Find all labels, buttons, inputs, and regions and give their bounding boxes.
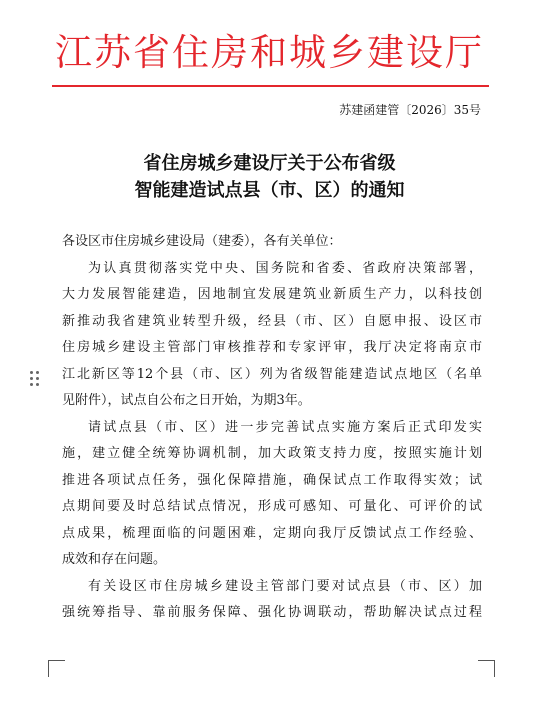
paragraph-line: 为认真贯彻落实党中央、国务院和省委、省政府决策部署，: [88, 260, 482, 276]
paragraph-line: 有关设区市住房城乡建设主管部门要对试点县（市、区）加: [88, 578, 482, 594]
paragraph-line: 点成果，梳理面临的问题困难，定期向我厅反馈试点工作经验、: [62, 525, 482, 541]
red-divider-rule: [52, 85, 489, 87]
paragraph-line: 请试点县（市、区）进一步完善试点实施方案后正式印发实: [88, 419, 482, 435]
paragraph-line: 成效和存在问题。: [62, 552, 167, 567]
paragraph-1: [62, 256, 482, 415]
page-corner-mark-right: [478, 660, 495, 677]
paragraph-line: 推进各项试点任务，强化保障措施，确保试点工作取得实效；试: [62, 472, 482, 488]
paragraph-line: 强统筹指导、靠前服务保障、强化协调联动，帮助解决试点过程: [62, 605, 482, 620]
paragraph-3: [62, 574, 482, 627]
page-corner-mark-left: [48, 660, 65, 677]
paragraph-2: [62, 415, 482, 574]
paragraph-line: 江北新区等12个县（市、区）列为省级智能建造试点地区（名单: [62, 366, 482, 382]
paragraph-line: 大力发展智能建造，因地制宜发展建筑业新质生产力，以科技创: [62, 287, 482, 302]
paragraph-line: 见附件），试点自公布之日开始，为期3年。: [62, 393, 311, 408]
paragraph-line: 住房城乡建设主管部门审核推荐和专家评审，我厅决定将南京市: [62, 340, 482, 355]
salutation: 各设区市住房城乡建设局（建委），各有关单位：: [62, 234, 342, 249]
document-body: [62, 229, 482, 627]
drag-handle-icon[interactable]: [29, 370, 41, 386]
document-title-line-2: 智能建造试点县（市、区）的通知: [134, 180, 405, 201]
paragraph-line: 施，建立健全统筹协调机制，加大政策支持力度，按照实施计划: [62, 446, 482, 461]
paragraph-line: 点期间要及时总结试点情况，形成可感知、可量化、可评价的试: [62, 499, 482, 514]
paragraph-line: 新推动我省建筑业转型升级，经县（市、区）自愿申报、设区市: [62, 313, 482, 329]
document-number: 苏建函建管〔2026〕35号: [339, 103, 481, 117]
document-title-line-1: 省住房城乡建设厅关于公布省级: [143, 153, 396, 174]
masthead-title: 江苏省住房和城乡建设厅: [55, 31, 484, 74]
document-title: [0, 150, 539, 204]
